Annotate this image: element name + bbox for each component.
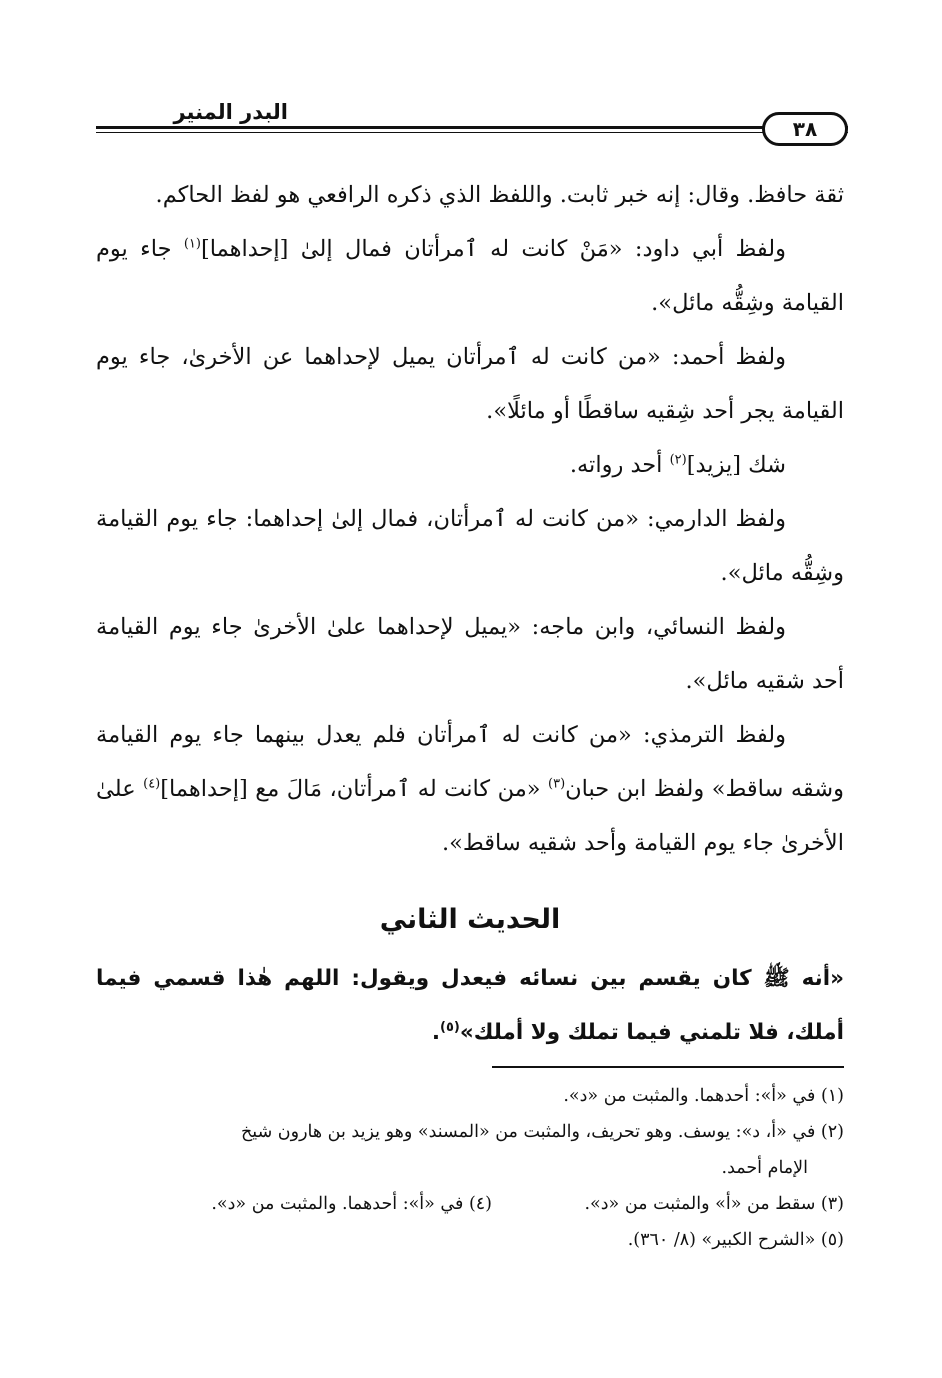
text-segment: ولفظ أبي داود: «مَنْ كانت له ٱمرأتان فمال إلىٰ [إحداهما] [200,236,786,262]
footnotes [96,1078,844,1258]
page-header [96,100,848,148]
paragraph-1: ثقة حافظ. وقال: إنه خبر ثابت. واللفظ الذي ذكره الرافعي هو لفظ الحاكم. [155,182,844,208]
hadith-text [96,952,844,1060]
section-title: الحديث الثاني [379,904,561,935]
page-number: ٣٨ [762,112,848,146]
paragraph-yazid [96,438,844,492]
footnote-2-line-2: الإمام أحمد. [721,1158,808,1178]
text-segment: «من كانت له ٱمرأتان، مَالَ مع [إحداهما] [160,776,548,802]
footnote-4: (٤) في «أ»: أحدهما. والمثبت من «د». [211,1194,492,1214]
footnote-ref-4[interactable]: (٤) [143,776,161,792]
footnote-ref-1[interactable]: (١) [183,236,201,252]
text-segment: شك [يزيد] [686,452,786,478]
text-segment: جاء يوم القيامة وشِقُّه مائل». [96,236,844,316]
paragraph-ahmad: ولفظ أحمد: «من كانت له ٱمرأتان يميل لإحداهما عن الأخرىٰ، جاء يوم القيامة يجر أحد شِقيه ساقطًا أو مائلًا». [96,344,844,424]
paragraph-tirmidhi [96,708,844,870]
book-title: البدر المنير [173,100,288,124]
footnote-ref-2[interactable]: (٢) [669,452,687,468]
footnote-ref-3[interactable]: (٣) [548,776,566,792]
text-segment: أحد رواته. [569,452,670,478]
footnote-ref-5[interactable]: (٥) [440,1019,460,1035]
footnote-3: (٣) سقط من «أ» والمثبت من «د». [584,1194,844,1214]
footnote-row-3-4 [96,1186,844,1222]
footnote-separator [492,1066,844,1068]
paragraph-darimi: ولفظ الدارمي: «من كانت له ٱمرأتان، فمال إلىٰ إحداهما: جاء يوم القيامة وشِقُّه مائل». [96,506,844,586]
paragraph-abu-dawud [96,222,844,330]
text-segment: ولفظ الترمذي: «من كانت له ٱمرأتان فلم يعدل بينهما جاء يوم القيامة وشقه ساقط» ولفظ ابن حبان [96,722,844,802]
footnote-2 [96,1114,844,1186]
paragraph-nasai: ولفظ النسائي، وابن ماجه: «يميل لإحداهما علىٰ الأخرىٰ جاء يوم القيامة أحد شقيه مائل». [96,614,844,694]
footnote-1: (١) في «أ»: أحدهما. والمثبت من «د». [563,1086,844,1106]
footnote-5: (٥) «الشرح الكبير» (٨/ ٣٦٠). [627,1230,844,1250]
header-rule-thick [96,126,848,129]
text-segment: . [431,1020,441,1045]
text-segment: «أنه ﷺ كان يقسم بين نسائه فيعدل ويقول: اللهم هٰذا قسمي فيما أملك، فلا تلمني فيما تملك ولا أملك» [96,966,844,1045]
header-rule-thin [96,132,848,133]
text-segment: علىٰ الأخرىٰ جاء يوم القيامة وأحد شقيه ساقط». [96,776,844,856]
main-text [96,168,844,1060]
footnote-2-line-1: (٢) في «أ، د»: يوسف. وهو تحريف، والمثبت من «المسند» وهو يزيد بن هارون شيخ [241,1122,844,1142]
